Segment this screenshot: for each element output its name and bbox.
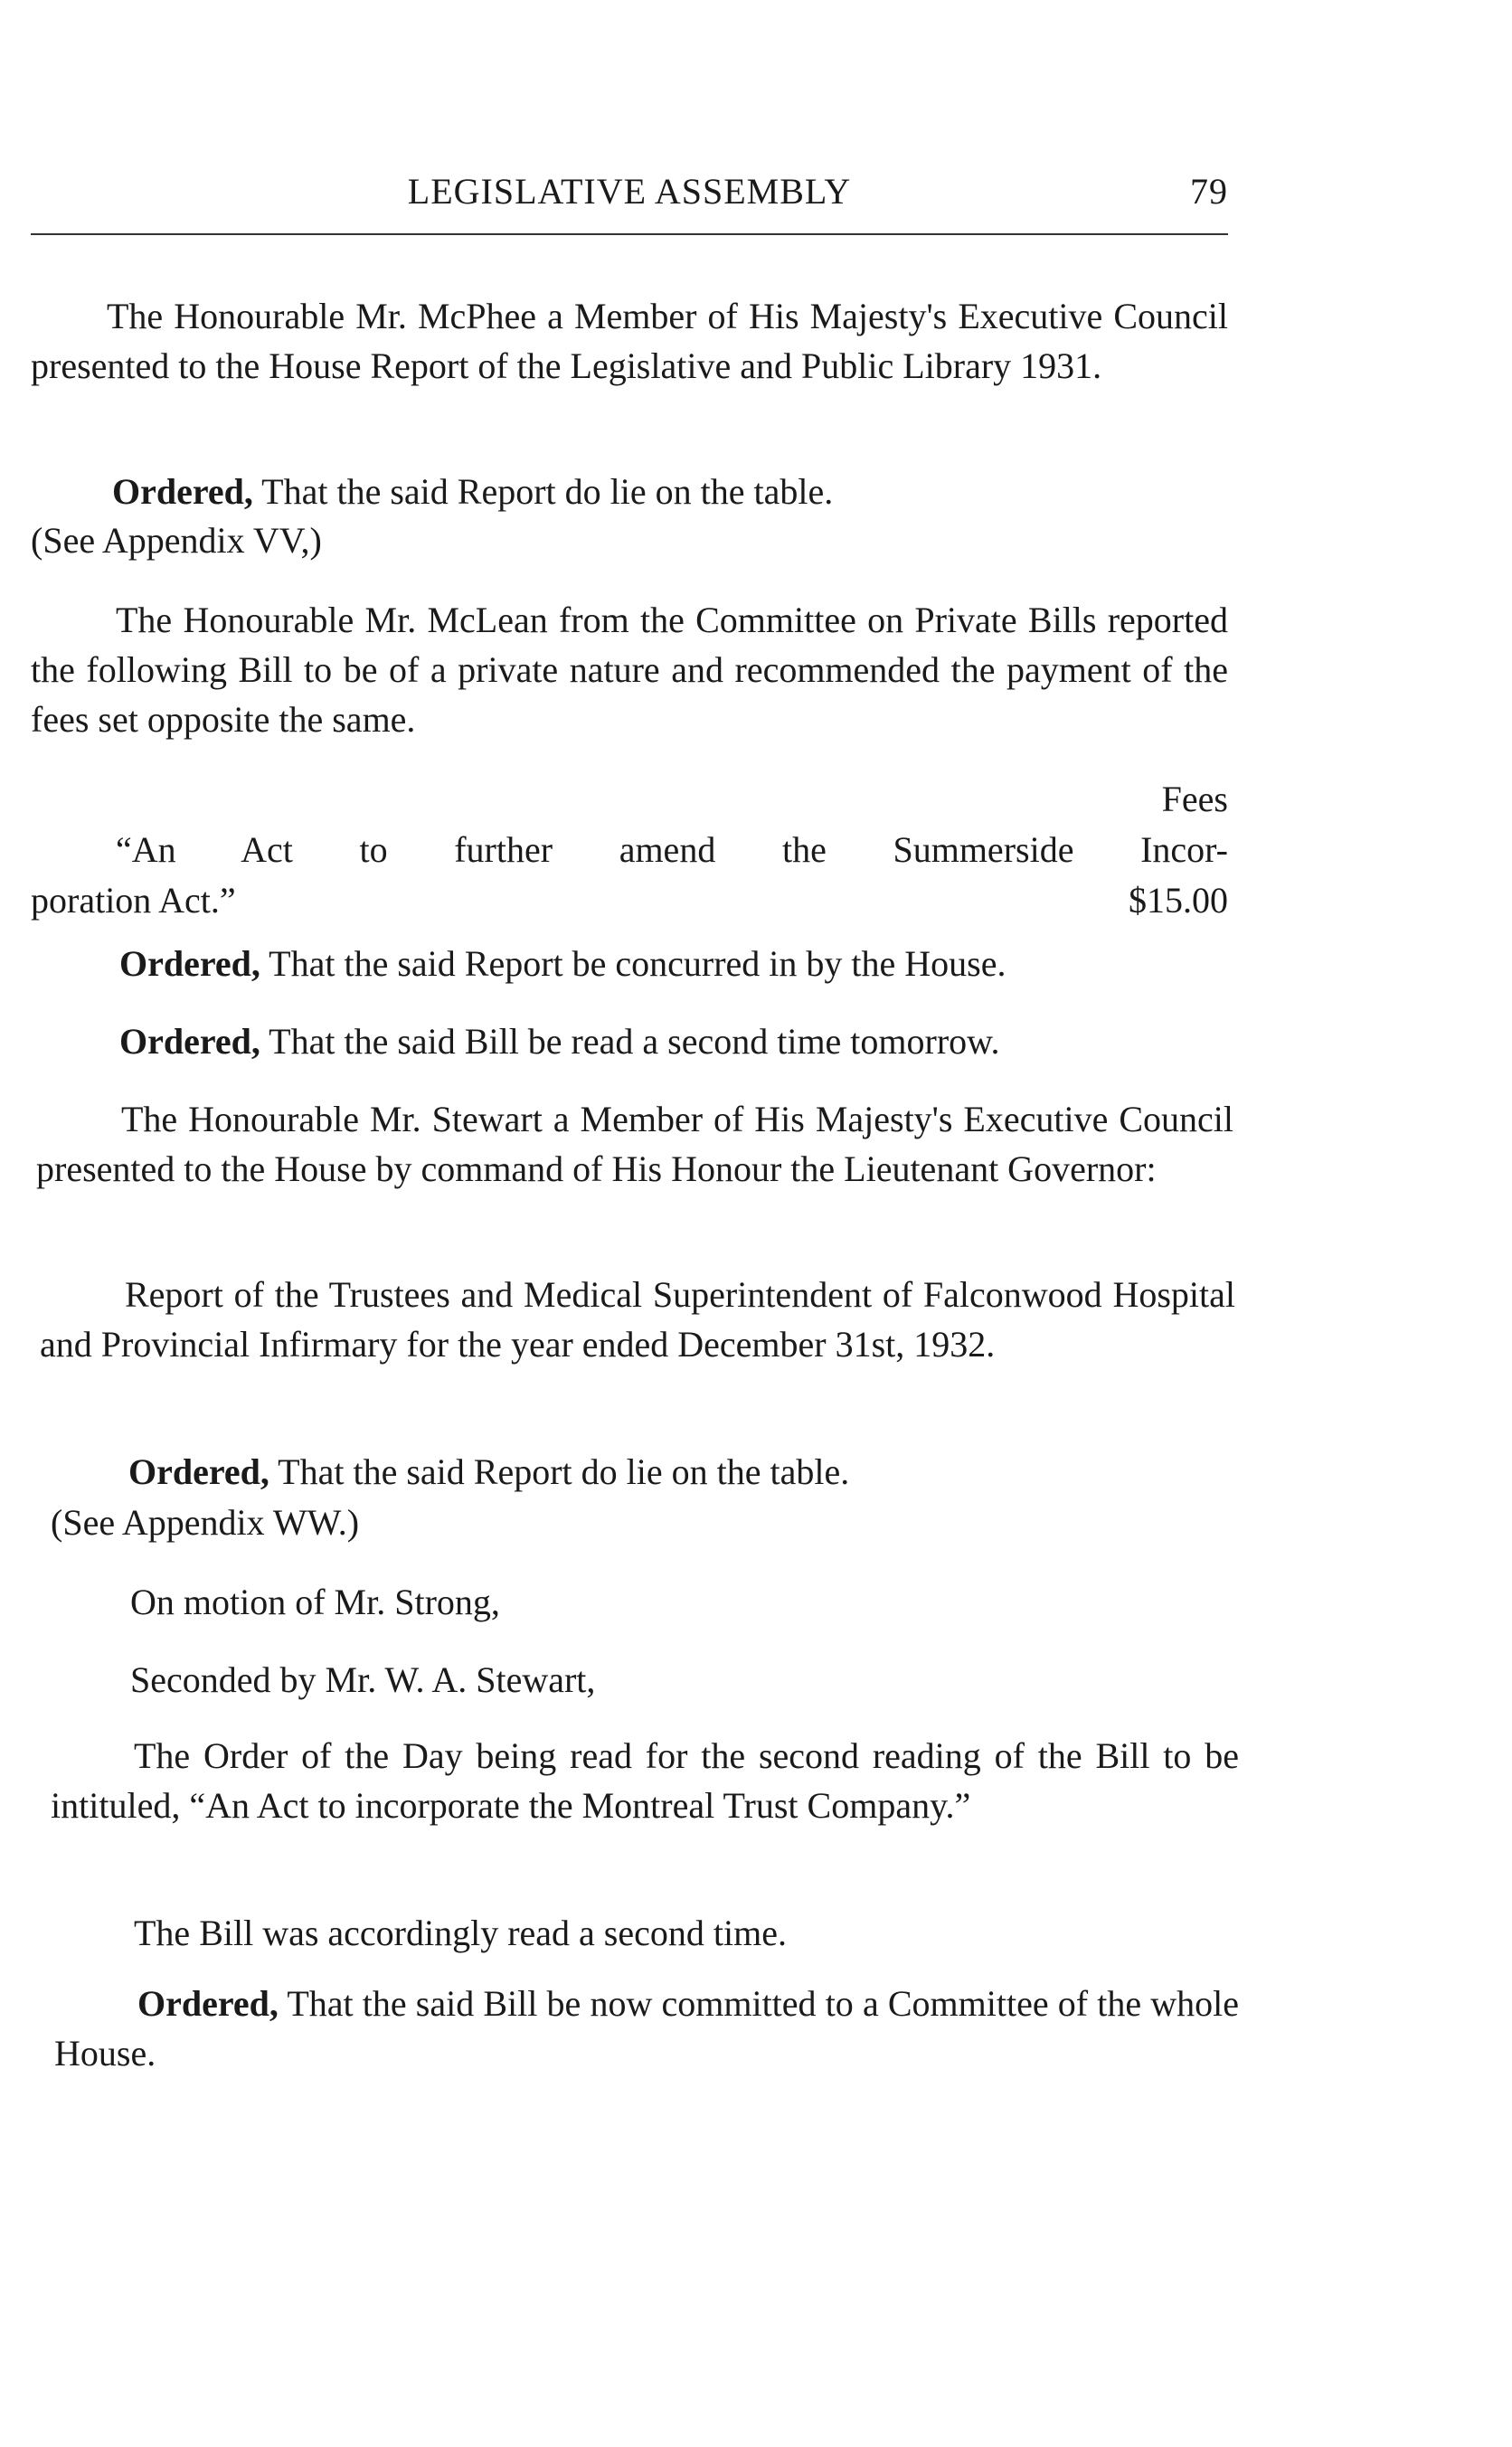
- ordered-concurred: [31, 939, 1228, 988]
- bill-title-line-1: “An Act to further amend the Summerside Incor-: [116, 829, 1228, 870]
- header-rule: [31, 233, 1228, 235]
- ordered-text: That the said Report be concurred in by the House.: [260, 943, 1006, 984]
- paragraph-order-of-day: The Order of the Day being read for the second reading of the Bill to be intituled, “An Act to incorporate the Montreal Trust Company.”: [51, 1735, 1239, 1826]
- paragraph-mcphee-report: The Honourable Mr. McPhee a Member of His Majesty's Executive Council presented to the House Report of the Legislative and Public Library 1931.: [31, 296, 1228, 386]
- ordered-text: That the said Report do lie on the table.: [252, 471, 834, 512]
- ordered-label: Ordered,: [119, 943, 260, 984]
- ordered-text: That the said Report do lie on the table.: [269, 1451, 850, 1492]
- ordered-second-reading: [31, 1016, 1228, 1066]
- fees-heading: Fees: [1161, 779, 1228, 819]
- ordered-text: That the said Bill be now committed to a Committee of the whole House.: [54, 1983, 1239, 2074]
- paragraph-falconwood-report: Report of the Trustees and Medical Superintendent of Falconwood Hospital and Provincial Infirmary for the year ended December 31st, 1932.: [40, 1274, 1235, 1365]
- ordered-label: Ordered,: [119, 1021, 260, 1062]
- bill-read-second-time: The Bill was accordingly read a second time.: [134, 1913, 787, 1953]
- page-header: [31, 170, 1228, 213]
- ordered-lie-on-table-1: [31, 467, 1228, 516]
- motion-mover: On motion of Mr. Strong,: [130, 1582, 500, 1622]
- motion-seconder: Seconded by Mr. W. A. Stewart,: [130, 1659, 596, 1700]
- paragraph-stewart-command: The Honourable Mr. Stewart a Member of His Majesty's Executive Council presented to the House by command of His Honour the Lieutenant Governor:: [36, 1099, 1233, 1189]
- paragraph-mclean-committee: The Honourable Mr. McLean from the Committee on Private Bills reported the following Bill to be of a private nature and recommended the payment of the fees set opposite the same.: [31, 600, 1228, 740]
- page-number: 79: [1190, 171, 1228, 212]
- appendix-ref-vv: (See Appendix VV,): [31, 520, 322, 561]
- ordered-label: Ordered,: [128, 1451, 269, 1492]
- bill-fee-amount: $15.00: [1129, 880, 1228, 921]
- running-title: LEGISLATIVE ASSEMBLY: [407, 171, 852, 212]
- ordered-lie-on-table-2: [40, 1447, 1235, 1497]
- bill-title-line-2: poration Act.”: [31, 880, 236, 921]
- ordered-text: That the said Bill be read a second time tomorrow.: [260, 1021, 1000, 1062]
- ordered-committee-whole-house: [54, 1979, 1239, 2078]
- ordered-label: Ordered,: [112, 471, 253, 512]
- appendix-ref-ww: (See Appendix WW.): [51, 1502, 360, 1543]
- ordered-label: Ordered,: [137, 1983, 279, 2024]
